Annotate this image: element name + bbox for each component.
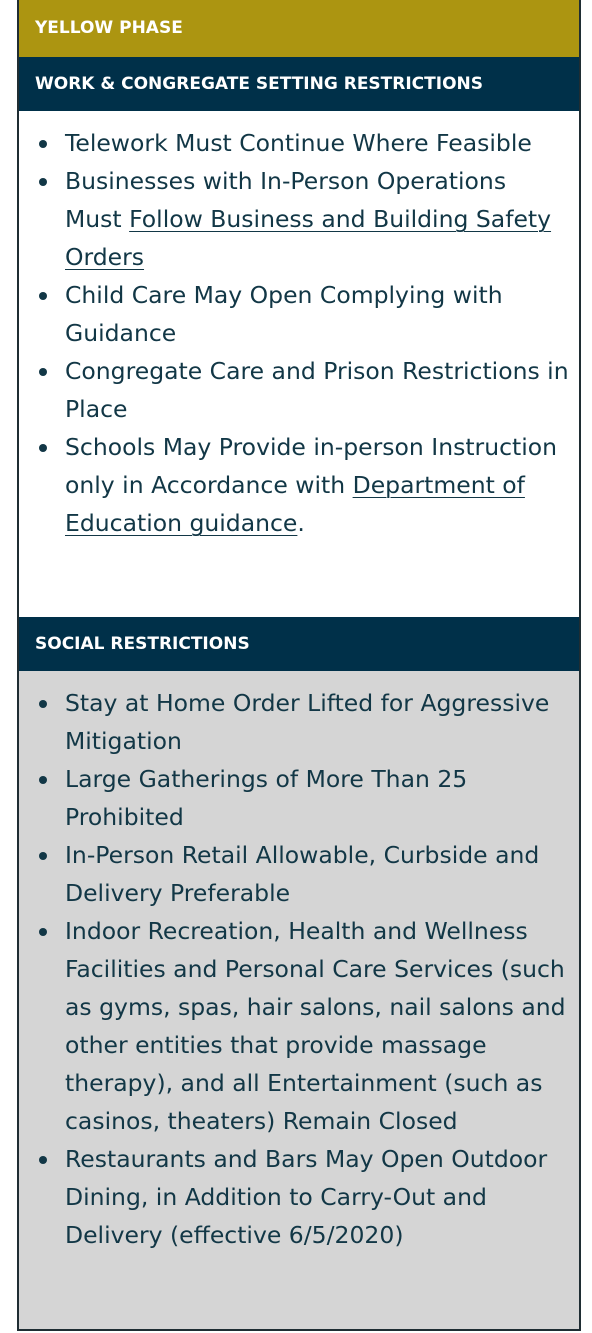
bullet-icon: [39, 928, 47, 936]
item-text: Telework Must Continue Where Feasible: [65, 129, 532, 157]
bullet-icon: [39, 444, 47, 452]
list-item: [19, 352, 579, 428]
yellow-phase-card: [17, 0, 581, 1331]
item-text: Congregate Care and Prison Restrictions in Place: [65, 357, 569, 423]
bullet-icon: [39, 140, 47, 148]
bullet-icon: [39, 700, 47, 708]
item-text: Stay at Home Order Lifted for Aggressive Mitigation: [65, 689, 550, 755]
item-text: In-Person Retail Allowable, Curbside and Delivery Preferable: [65, 841, 540, 907]
item-text: Indoor Recreation, Health and Wellness Facilities and Personal Care Services (such as gyms, spas, hair salons, nail salons and other entities that provide massage therapy), and all Entertainment (such as casinos, theaters) Remain Closed: [65, 917, 566, 1135]
list-item: [19, 276, 579, 352]
social-restrictions-list: [19, 684, 579, 1254]
list-item: [19, 684, 579, 760]
item-text: Schools May Provide in-person Instruction only in Accordance with: [65, 433, 558, 499]
item-text: Businesses with In-Person Operations Must: [65, 167, 507, 233]
list-item: [19, 124, 579, 162]
list-item: [19, 428, 579, 542]
bullet-icon: [39, 1156, 47, 1164]
bullet-icon: [39, 178, 47, 186]
bullet-icon: [39, 368, 47, 376]
list-item: [19, 836, 579, 912]
list-item: [19, 912, 579, 1140]
list-item: [19, 1140, 579, 1254]
item-text: Child Care May Open Complying with Guidance: [65, 281, 503, 347]
business-safety-orders-link[interactable]: Follow Business and Building Safety Orders: [65, 205, 552, 271]
item-text: Restaurants and Bars May Open Outdoor Dining, in Addition to Carry-Out and Delivery (effective 6/5/2020): [65, 1145, 548, 1249]
item-text: Large Gatherings of More Than 25 Prohibited: [65, 765, 468, 831]
social-restrictions-header: SOCIAL RESTRICTIONS: [19, 617, 579, 671]
bullet-icon: [39, 776, 47, 784]
work-restrictions-header: WORK & CONGREGATE SETTING RESTRICTIONS: [19, 57, 579, 111]
item-text-end: .: [297, 509, 305, 537]
list-item: [19, 760, 579, 836]
bullet-icon: [39, 292, 47, 300]
phase-title: YELLOW PHASE: [19, 0, 579, 57]
social-restrictions-body: [19, 671, 579, 1329]
work-restrictions-list: [19, 124, 579, 542]
bullet-icon: [39, 852, 47, 860]
list-item: [19, 162, 579, 276]
work-restrictions-body: [19, 111, 579, 617]
education-guidance-link[interactable]: Department of Education guidance: [65, 471, 525, 537]
